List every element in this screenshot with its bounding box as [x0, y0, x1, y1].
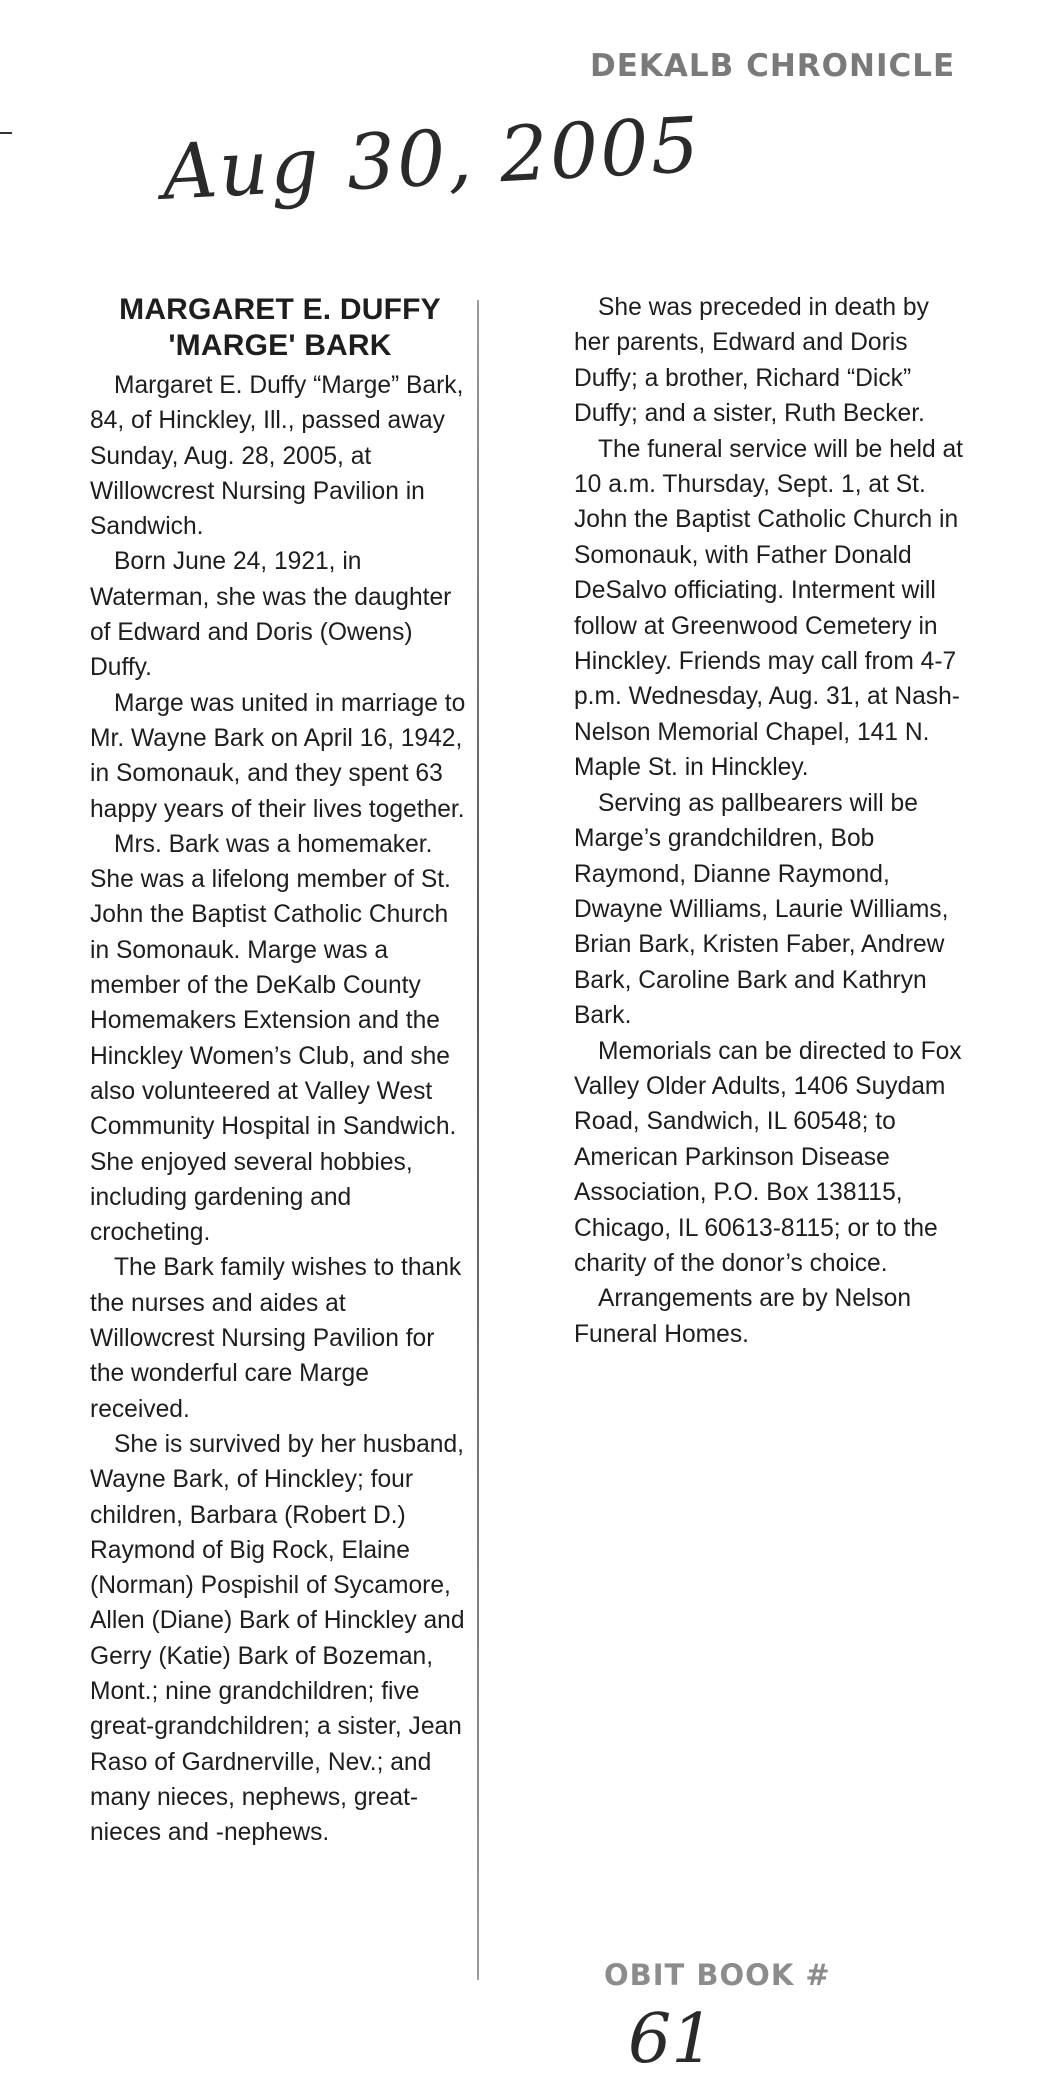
obituary-left-column	[90, 290, 470, 1850]
paragraph-preceded: She was preceded in death by her parents, Edward and Doris Duffy; a brother, Richard “Dick” Duffy; and a sister, Ruth Becker.	[574, 294, 929, 428]
paragraph-pallbearers: Serving as pallbearers will be Marge’s grandchildren, Bob Raymond, Dianne Raymond, Dwayne Williams, Laurie Williams, Brian Bark, Kristen Faber, Andrew Bark, Caroline Bark and Kathryn Bark.	[574, 789, 949, 1030]
paragraph-funeral: The funeral service will be held at 10 a.m. Thursday, Sept. 1, at St. John the Baptist Catholic Church in Somonauk, with Father Donald DeSalvo officiating. Interment will follow at Greenwood Cemetery in Hinckley. Friends may call from 4-7 p.m. Wednesday, Aug. 31, at Nash-Nelson Memorial Chapel, 141 N. Maple St. in Hinckley.	[574, 435, 963, 782]
handwritten-date: Aug 30, 2005	[160, 99, 703, 217]
headline-name: MARGARET E. DUFFY	[119, 293, 441, 326]
handwritten-book-number: 61	[628, 2000, 715, 2079]
paragraph-arrangements: Arrangements are by Nelson Funeral Homes.	[574, 1285, 912, 1348]
newspaper-source-stamp: DEKALB CHRONICLE	[590, 48, 956, 84]
paragraph-marriage: Marge was united in marriage to Mr. Wayne Bark on April 16, 1942, in Somonauk, and they spent 63 happy years of their lives together.	[90, 689, 466, 823]
paragraph-birth: Born June 24, 1921, in Waterman, she was the daughter of Edward and Doris (Owens) Duffy.	[90, 548, 452, 682]
obituary-headline	[90, 292, 470, 364]
paragraph-death-notice: Margaret E. Duffy “Marge” Bark, 84, of Hinckley, Ill., passed away Sunday, Aug. 28, 2005, at Willowcrest Nursing Pavilion in Sandwich.	[90, 372, 464, 541]
paragraph-thanks: The Bark family wishes to thank the nurses and aides at Willowcrest Nursing Pavilion for the wonderful care Marge received.	[90, 1254, 462, 1423]
column-divider	[477, 300, 479, 1980]
obit-book-stamp: OBIT BOOK #	[604, 1958, 831, 1992]
obituary-right-column	[574, 290, 964, 1352]
headline-nickname: 'MARGE' BARK	[168, 329, 392, 362]
paragraph-survivors: She is survived by her husband, Wayne Bark, of Hinckley; four children, Barbara (Robert D.) Raymond of Big Rock, Elaine (Norman) Pospishil of Sycamore, Allen (Diane) Bark of Hinckley and Gerry (Katie) Bark of Bozeman, Mont.; nine grandchildren; five great-grandchildren; a sister, Jean Raso of Gardnerville, Nev.; and many nieces, nephews, great-nieces and -nephews.	[90, 1430, 465, 1847]
paragraph-memorials: Memorials can be directed to Fox Valley Older Adults, 1406 Suydam Road, Sandwich, IL 60548; to American Parkinson Disease Association, P.O. Box 138115, Chicago, IL 60613-8115; or to the charity of the donor’s choice.	[574, 1037, 962, 1277]
page-edge-mark	[0, 132, 12, 134]
paragraph-life: Mrs. Bark was a homemaker. She was a lifelong member of St. John the Baptist Catholic Church in Somonauk. Marge was a member of the DeKalb County Homemakers Extension and the Hinckley Women’s Club, and she also volunteered at Valley West Community Hospital in Sandwich. She enjoyed several hobbies, including gardening and crocheting.	[90, 830, 457, 1247]
